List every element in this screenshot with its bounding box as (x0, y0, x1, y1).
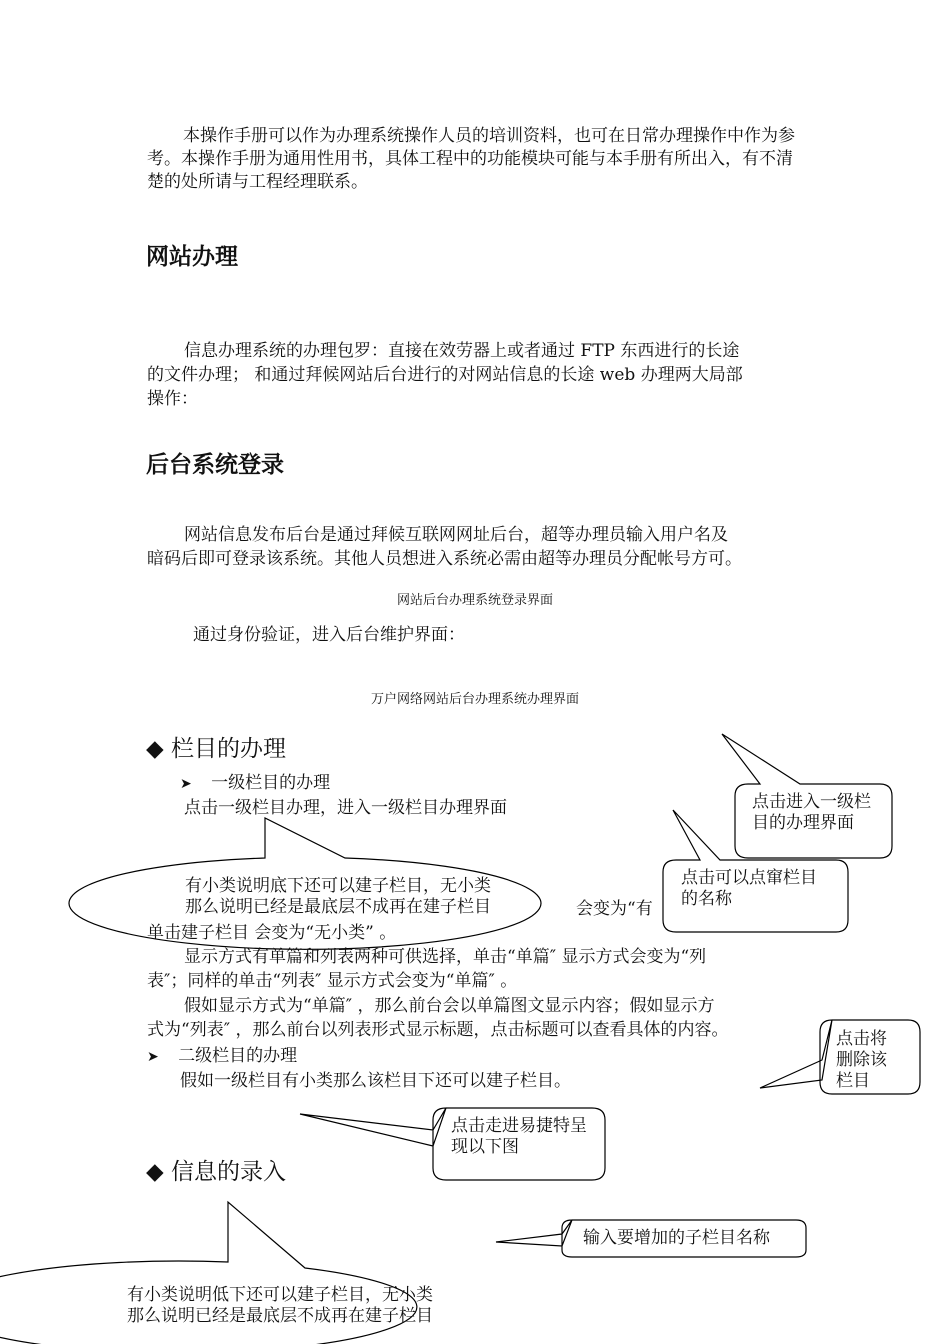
if-paragraph-line-1: 假如显示方式为“单篇″ ，那么前台会以单篇图文显示内容；假如显示方 (184, 996, 715, 1016)
heading-site-management: 网站办理 (146, 244, 238, 270)
bullet-second-level (147, 1045, 297, 1069)
caption-login-screen: 网站后台办理系统登录界面 (396, 593, 553, 608)
callout-input-text: 输入要增加的子栏目名称 (583, 1228, 770, 1248)
column-paragraph-1: 点击一级栏目办理，进入一级栏目办理界面 (184, 798, 507, 818)
arrow-bullet-icon: ➤ (147, 1049, 159, 1065)
sub-column-paragraph: 假如一级栏目有小类那么该栏目下还可以建子栏目。 (180, 1071, 571, 1091)
callout-delete-text: 点击将删除该栏目 (836, 1029, 887, 1091)
callout-has-sub-2-text: 有小类说明低下还可以建子栏目，无小类那么说明已经是最底层不成再在建子栏目 (127, 1285, 433, 1326)
display-paragraph-line-1: 显示方式有单篇和列表两种可供选择，单击“单篇″ 显示方式会变为“列 (184, 947, 707, 967)
callout-has-sub-text: 有小类说明底下还可以建子栏目，无小类那么说明已经是最底层不成再在建子栏目 (185, 876, 491, 917)
column-paragraph-2: 单击建子栏目 会变为“无小类” 。 (147, 923, 397, 943)
site-paragraph-line-3: 操作： (147, 389, 198, 409)
bullet-second-level-label: 二级栏目的办理 (178, 1046, 298, 1066)
callout-enter-first-text: 点击进入一级栏目的办理界面 (752, 792, 871, 833)
bullet-first-level-label: 一级栏目的办理 (211, 773, 331, 793)
heading-info-entry: ◆ 信息的录入 (146, 1159, 286, 1185)
site-paragraph-line-2: 的文件办理； 和通过拜候网站后台进行的对网站信息的长途 web 办理两大局部 (147, 365, 743, 385)
column-paragraph-hidden-right: 会变为“有 (576, 899, 653, 919)
heading-column-management: ◆ 栏目的办理 (146, 736, 286, 762)
login-paragraph-line-2: 暗码后即可登录该系统。其他人员想进入系统必需由超等办理员分配帐号方可。 (147, 549, 742, 569)
site-paragraph-line-1: 信息办理系统的办理包罗：直接在效劳器上或者通过 FTP 东西进行的长途 (184, 341, 740, 361)
login-paragraph-line-1: 网站信息发布后台是通过拜候互联网网址后台，超等办理员输入用户名及 (184, 525, 728, 545)
if-paragraph-line-2: 式为“列表″ ，那么前台以列表形式显示标题，点击标题可以查看具体的内容。 (147, 1020, 729, 1040)
verify-paragraph: 通过身份验证，进入后台维护界面： (193, 625, 465, 645)
display-paragraph-line-2: 表″；同样的单击“列表″ 显示方式会变为“单篇″ 。 (147, 971, 518, 991)
heading-backend-login: 后台系统登录 (146, 452, 284, 478)
bullet-first-level (180, 772, 330, 796)
callout-quick-text: 点击走进易捷特呈现以下图 (451, 1116, 587, 1157)
caption-main-screen: 万户网络网站后台办理系统办理界面 (370, 692, 579, 707)
callout-modify-text: 点击可以点窜栏目的名称 (681, 868, 817, 909)
intro-paragraph: 本操作手册可以作为办理系统操作人员的培训资料，也可在日常办理操作中作为参考。本操作手册为通用性用书，具体工程中的功能模块可能与本手册有所出入，有不清楚的处所请与工程经理联系。 (147, 126, 795, 192)
arrow-bullet-icon: ➤ (180, 776, 192, 792)
